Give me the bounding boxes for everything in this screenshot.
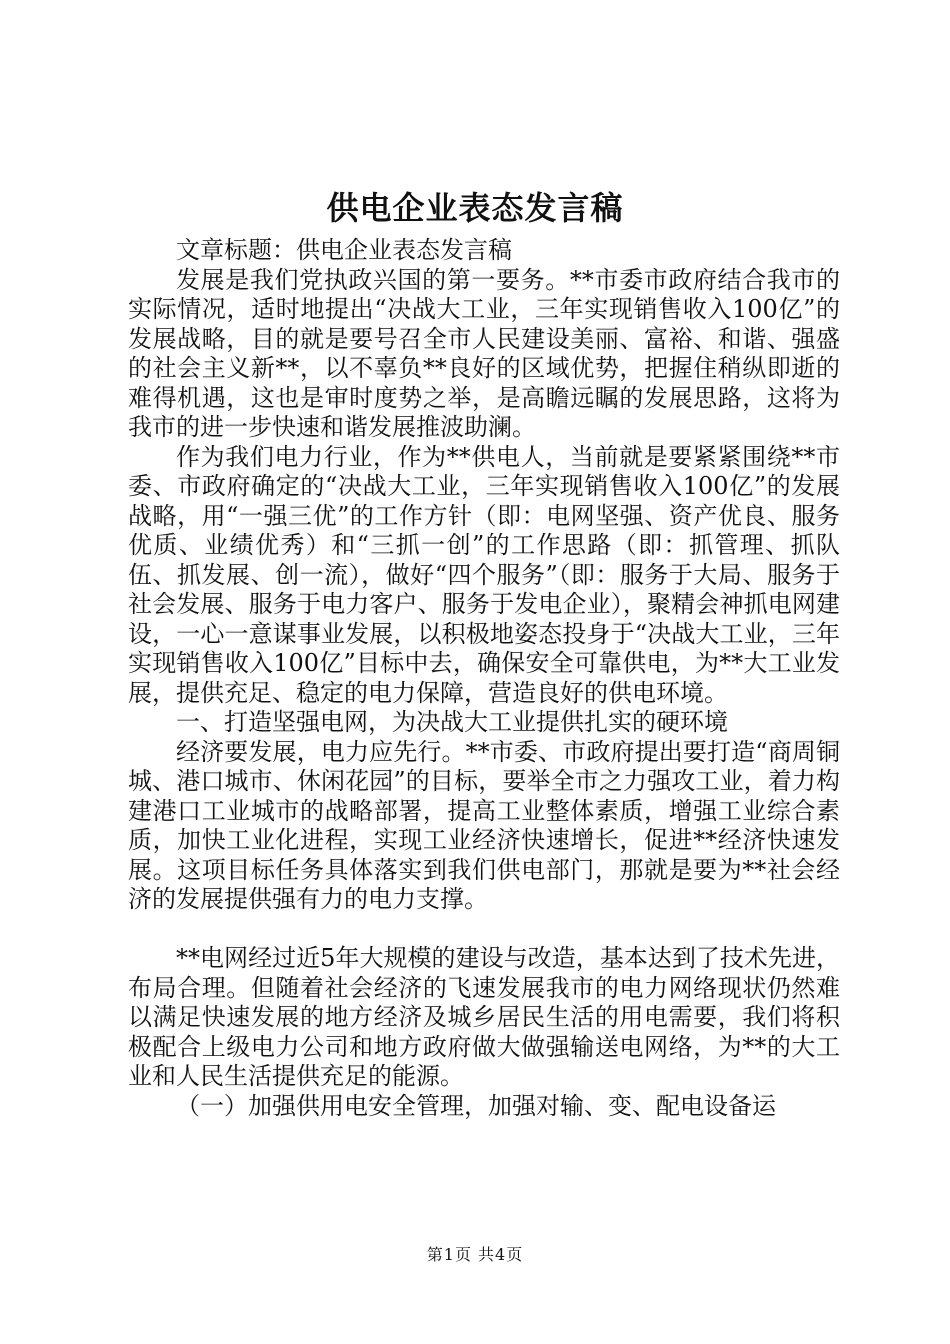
document-body	[128, 236, 840, 1121]
paragraph-grid: **电网经过近5年大规模的建设与改造，基本达到了技术先进，布局合理。但随着社会经济的飞速发展我市的电力网络现状仍然难以满足快速发展的地方经济及城乡居民生活的用电需要，我们将积极配合上级电力公司和地方政府做大做强输送电网络，为**的大工业和人民生活提供充足的能源。	[128, 944, 840, 1090]
subsection-heading-1: （一）加强供用电安全管理，加强对输、变、配电设备运	[176, 1091, 776, 1120]
section-heading-1: 一、打造坚强电网，为决战大工业提供扎实的硬环境	[176, 708, 728, 736]
page-footer: 第1页 共4页	[426, 1245, 524, 1264]
paragraph-article-title: 文章标题：供电企业表态发言稿	[176, 236, 512, 264]
paragraph-development: 发展是我们党执政兴国的第一要务。**市委市政府结合我市的实际情况，适时地提出“决战大工业，三年实现销售收入100亿”的发展战略，目的就是要号召全市人民建设美丽、富裕、和谐、强盛的社会主义新**，以不辜负**良好的区域优势，把握住稍纵即逝的难得机遇，这也是审时度势之举，是高瞻远瞩的发展思路，这将为我市的进一步快速和谐发展推波助澜。	[128, 265, 840, 441]
paragraph-economy: 经济要发展，电力应先行。**市委、市政府提出要打造“商周铜城、港口城市、休闲花园”的目标，要举全市之力强攻工业，着力构建港口工业城市的战略部署，提高工业整体素质，增强工业综合素质，加快工业化进程，实现工业经济快速增长，促进**经济快速发展。这项目标任务具体落实到我们供电部门，那就是要为**社会经济的发展提供强有力的电力支撑。	[128, 737, 840, 913]
paragraph-power-industry: 作为我们电力行业，作为**供电人，当前就是要紧紧围绕**市委、市政府确定的“决战大工业，三年实现销售收入100亿”的发展战略，用“一强三优”的工作方针（即：电网坚强、资产优良、服务优质、业绩优秀）和“三抓一创”的工作思路（即：抓管理、抓队伍、抓发展、创一流），做好“四个服务”（即：服务于大局、服务于社会发展、服务于电力客户、服务于发电企业），聚精会神抓电网建设，一心一意谋事业发展，以积极地姿态投身于“决战大工业，三年实现销售收入100亿”目标中去，确保安全可靠供电，为**大工业发展，提供充足、稳定的电力保障，营造良好的供电环境。	[128, 442, 840, 707]
document-title: 供电企业表态发言稿	[326, 189, 624, 227]
